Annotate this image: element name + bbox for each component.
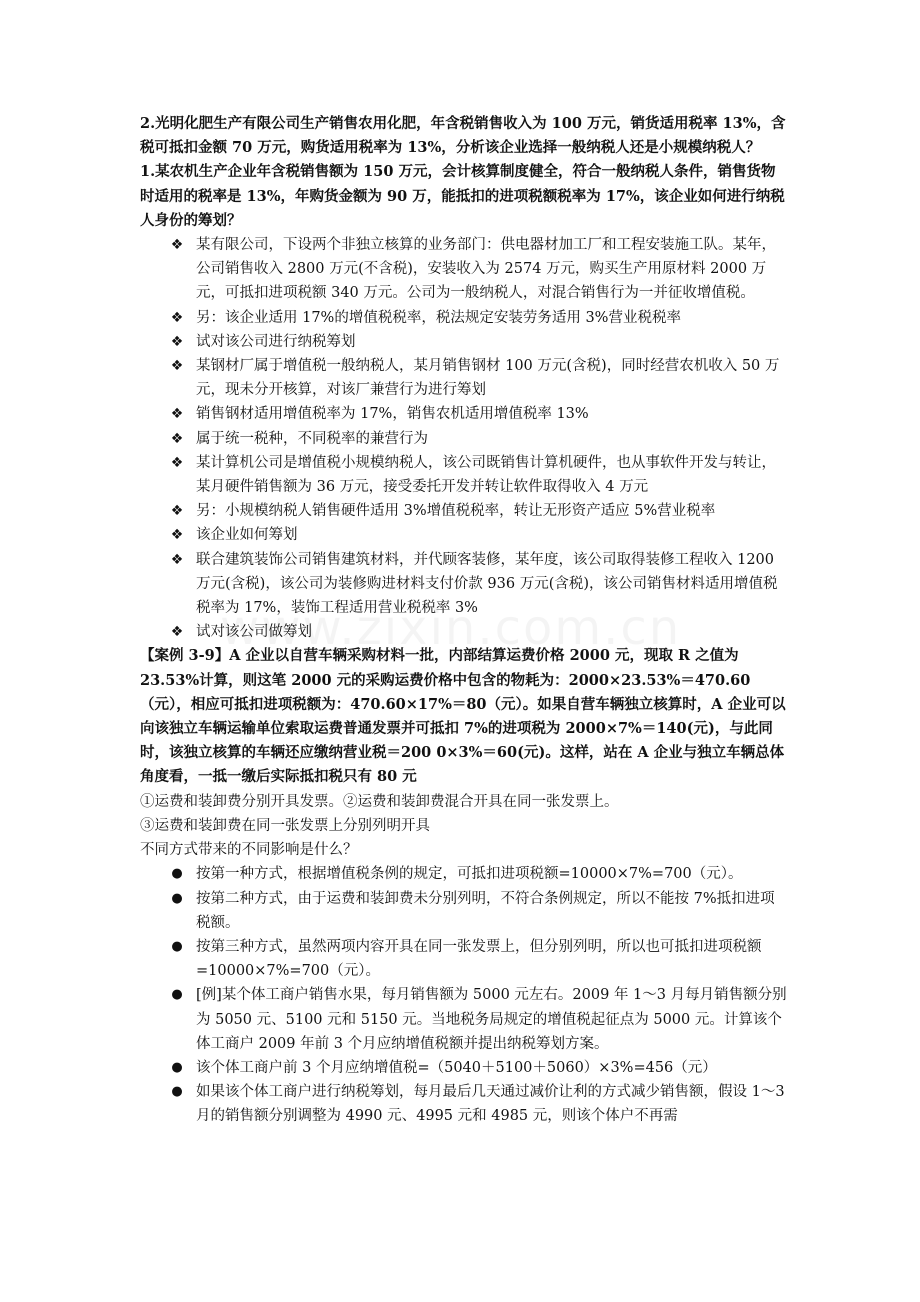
- list-item: ❖ 另：该企业适用 17%的增值税税率，税法规定安装劳务适用 3%营业税税率: [140, 306, 788, 330]
- list-item: ❖ 销售钢材适用增值税率为 17%，销售农机适用增值税率 13%: [140, 402, 788, 426]
- diamond-bullet-icon: ❖: [170, 527, 184, 544]
- diamond-bullet-icon: ❖: [170, 454, 184, 471]
- dot-bullet-list: [140, 862, 788, 1128]
- question-2-paragraph: 2.光明化肥生产有限公司生产销售农用化肥，年含税销售收入为 100 万元，销货适用税率 13%，含税可抵扣金额 70 万元，购货适用税率为 13%，分析该企业选择一般纳税人还是小规模纳税人？: [140, 115, 786, 157]
- list-item: ● 按第三种方式，虽然两项内容开具在同一张发票上，但分别列明，所以也可抵扣进项税额=10000×7%=700（元）。: [140, 935, 788, 983]
- diamond-bullet-icon: ❖: [170, 406, 184, 423]
- document-body: [140, 112, 788, 1129]
- dot-bullet-icon: ●: [171, 890, 183, 906]
- case-text: A 企业以自营车辆采购材料一批，内部结算运费价格 2000 元，现取 R 之值为 23.53%计算，则这笔 2000 元的采购运费价格中包含的物耗为：2000×23.53%＝470.60（元），相应可抵扣进项税额为：470.60×17%＝80（元）。如果自营车辆独立核算时，A 企业可以向该独立车辆运输单位索取运费普通发票并可抵扣 7%的进项税为 2000×7%＝140(元)，与此同时，该独立核算的车辆还应缴纳营业税＝200 0×3%＝60(元)。这样，站在 A 企业与独立车辆总体角度看，一抵一缴后实际抵扣税只有 80 元: [140, 647, 786, 786]
- question-1-paragraph: 1.某农机生产企业年含税销售额为 150 万元，会计核算制度健全，符合一般纳税人条件，销售货物时适用的税率是 13%，年购货金额为 90 万，能抵扣的进项税额税率为 17%，该企业如何进行纳税人身份的筹划？: [140, 163, 785, 229]
- diamond-bullet-icon: ❖: [170, 551, 184, 568]
- list-item: ● 按第二种方式，由于运费和装卸费未分别列明，不符合条例规定，所以不能按 7%抵扣进项税额。: [140, 887, 788, 935]
- diamond-bullet-icon: ❖: [170, 333, 184, 350]
- list-item: ❖ 某计算机公司是增值税小规模纳税人，该公司既销售计算机硬件，也从事软件开发与转让，某月硬件销售额为 36 万元，接受委托开发并转让软件取得收入 4 万元: [140, 451, 788, 499]
- plain-line: ①运费和装卸费分别开具发票。②运费和装卸费混合开具在同一张发票上。: [140, 793, 619, 810]
- list-item: ❖ 某钢材厂属于增值税一般纳税人，某月销售钢材 100 万元(含税)，同时经营农机收入 50 万元，现未分开核算，对该厂兼营行为进行筹划: [140, 354, 788, 402]
- list-item: ● [例]某个体工商户销售水果，每月销售额为 5000 元左右。2009 年 1～3 月每月销售额分别为 5050 元、5100 元和 5150 元。当地税务局规定的增值税起征点为 5000 元。计算该个体工商户 2009 年前 3 个月应纳增值税额并提出纳税筹划方案。: [140, 983, 788, 1056]
- diamond-bullet-icon: ❖: [170, 503, 184, 520]
- diamond-bullet-icon: ❖: [170, 624, 184, 641]
- dot-bullet-icon: ●: [171, 1059, 183, 1075]
- dot-bullet-icon: ●: [171, 987, 183, 1003]
- case-paragraph: [140, 644, 788, 789]
- list-item: ❖ 试对该公司进行纳税筹划: [140, 330, 788, 354]
- list-item: ❖ 该企业如何筹划: [140, 523, 788, 547]
- plain-line: ③运费和装卸费在同一张发票上分别列明开具: [140, 817, 430, 834]
- list-item: ❖ 属于统一税种，不同税率的兼营行为: [140, 427, 788, 451]
- case-label: 【案例 3-9】: [140, 647, 230, 665]
- list-item: ● 按第一种方式，根据增值税条例的规定，可抵扣进项税额=10000×7%=700（元）。: [140, 862, 788, 886]
- diamond-bullet-icon: ❖: [170, 237, 184, 254]
- diamond-bullet-icon: ❖: [170, 430, 184, 447]
- list-item: ● 如果该个体工商户进行纳税筹划，每月最后几天通过减价让利的方式减少销售额，假设 1～3 月的销售额分别调整为 4990 元、4995 元和 4985 元，则该个体户不再需: [140, 1080, 788, 1128]
- list-item: ❖ 试对该公司做筹划: [140, 620, 788, 644]
- dot-bullet-icon: ●: [171, 1084, 183, 1100]
- dot-bullet-icon: ●: [171, 938, 183, 954]
- plain-line: 不同方式带来的不同影响是什么？: [140, 842, 358, 859]
- diamond-bullet-list: [140, 233, 788, 644]
- diamond-bullet-icon: ❖: [170, 358, 184, 375]
- diamond-bullet-icon: ❖: [170, 309, 184, 326]
- list-item: ❖ 某有限公司，下设两个非独立核算的业务部门：供电器材加工厂和工程安装施工队。某年，公司销售收入 2800 万元(不含税)，安装收入为 2574 万元，购买生产用原材料 2000 万元，可抵扣进项税额 340 万元。公司为一般纳税人，对混合销售行为一并征收增值税。: [140, 233, 788, 306]
- dot-bullet-icon: ●: [171, 866, 183, 882]
- list-item: ❖ 联合建筑装饰公司销售建筑材料，并代顾客装修，某年度，该公司取得装修工程收入 1200 万元(含税)，该公司为装修购进材料支付价款 936 万元(含税)，该公司销售材料适用增值税税率为 17%，装饰工程适用营业税税率 3%: [140, 548, 788, 621]
- list-item: ● 该个体工商户前 3 个月应纳增值税=（5040＋5100＋5060）×3%=456（元）: [140, 1056, 788, 1080]
- list-item: ❖ 另：小规模纳税人销售硬件适用 3%增值税税率，转让无形资产适应 5%营业税率: [140, 499, 788, 523]
